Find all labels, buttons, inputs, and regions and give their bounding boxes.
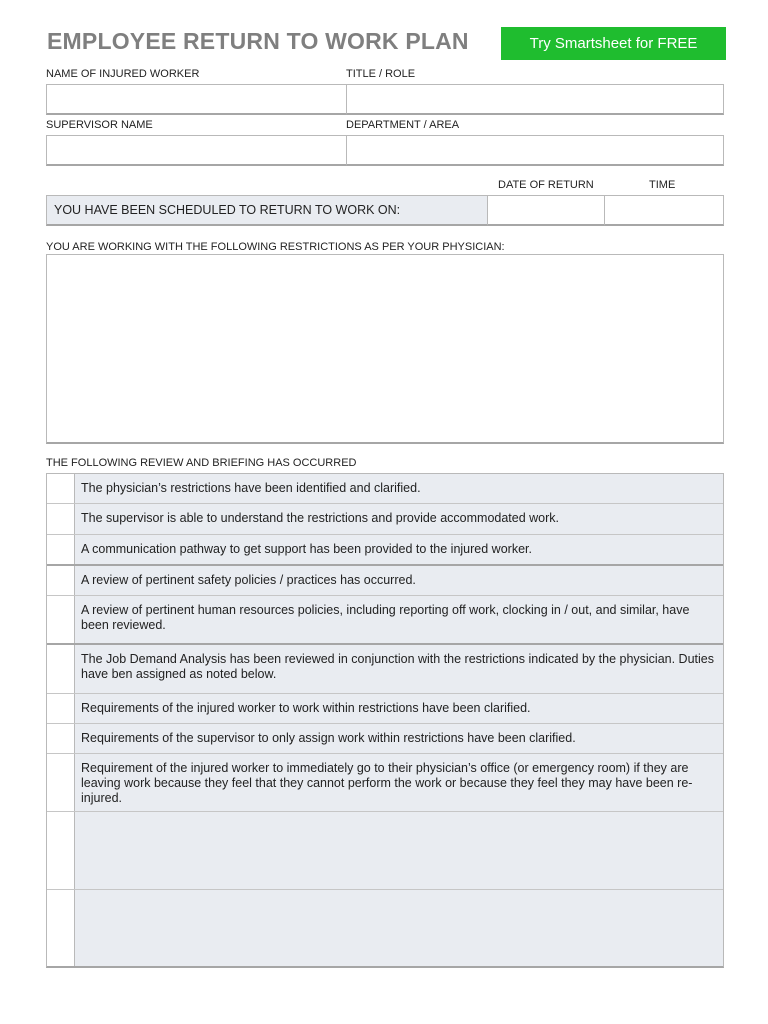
department-field[interactable] xyxy=(346,135,724,166)
checklist-item-text[interactable] xyxy=(75,890,723,966)
scheduled-return-text: YOU HAVE BEEN SCHEDULED TO RETURN TO WORK ON: xyxy=(54,203,401,217)
checklist-row xyxy=(47,504,723,535)
supervisor-field[interactable] xyxy=(46,135,347,166)
checklist-item-text: Requirements of the injured worker to work within restrictions have been clarified. xyxy=(75,694,723,723)
checklist-item-text[interactable] xyxy=(75,812,723,889)
checklist-checkbox[interactable] xyxy=(47,724,75,753)
checklist-checkbox[interactable] xyxy=(47,474,75,503)
checklist-row xyxy=(47,754,723,812)
checklist-checkbox[interactable] xyxy=(47,754,75,811)
title-role-label: TITLE / ROLE xyxy=(346,68,416,80)
checklist-row xyxy=(47,596,723,645)
checklist-row xyxy=(47,694,723,724)
supervisor-label: SUPERVISOR NAME xyxy=(46,119,153,131)
checklist-item-text: Requirements of the supervisor to only assign work within restrictions have been clarified. xyxy=(75,724,723,753)
checklist-item-text: A review of pertinent human resources policies, including reporting off work, clocking in / out, and similar, have been reviewed. xyxy=(75,596,723,643)
checklist-checkbox[interactable] xyxy=(47,596,75,643)
time-label: TIME xyxy=(649,179,676,191)
checklist-checkbox[interactable] xyxy=(47,694,75,723)
checklist-row xyxy=(47,724,723,754)
checklist-row xyxy=(47,474,723,504)
checklist-row xyxy=(47,812,723,890)
checklist-item-text: The Job Demand Analysis has been reviewed in conjunction with the restrictions indicated by the physician. Duties have ben assigned as noted below. xyxy=(75,645,723,693)
restrictions-label: YOU ARE WORKING WITH THE FOLLOWING RESTRICTIONS AS PER YOUR PHYSICIAN: xyxy=(46,241,505,253)
try-smartsheet-button[interactable]: Try Smartsheet for FREE xyxy=(501,27,726,60)
date-of-return-label: DATE OF RETURN xyxy=(498,179,594,191)
injured-worker-field[interactable] xyxy=(46,84,347,115)
scheduled-return-cell xyxy=(46,195,488,226)
checklist-checkbox[interactable] xyxy=(47,504,75,534)
checklist-checkbox[interactable] xyxy=(47,566,75,595)
checklist-row xyxy=(47,890,723,966)
department-label: DEPARTMENT / AREA xyxy=(346,119,460,131)
checklist-item-text: The supervisor is able to understand the restrictions and provide accommodated work. xyxy=(75,504,723,534)
checklist-item-text: A communication pathway to get support has been provided to the injured worker. xyxy=(75,535,723,564)
injured-worker-label: NAME OF INJURED WORKER xyxy=(46,68,200,80)
checklist-item-text: Requirement of the injured worker to immediately go to their physician’s office (or emergency room) if they are leaving work because they feel that they cannot perform the work or because they feel they may have been re-injured. xyxy=(75,754,723,811)
checklist-item-text: The physician’s restrictions have been identified and clarified. xyxy=(75,474,723,503)
checklist-row xyxy=(47,645,723,694)
checklist-item-text: A review of pertinent safety policies / practices has occurred. xyxy=(75,566,723,595)
checklist-checkbox[interactable] xyxy=(47,890,75,966)
restrictions-field[interactable] xyxy=(46,254,724,444)
time-field[interactable] xyxy=(604,195,724,226)
checklist-checkbox[interactable] xyxy=(47,535,75,564)
checklist-checkbox[interactable] xyxy=(47,812,75,889)
title-role-field[interactable] xyxy=(346,84,724,115)
review-label: THE FOLLOWING REVIEW AND BRIEFING HAS OCCURRED xyxy=(46,457,357,469)
review-checklist xyxy=(46,473,724,968)
checklist-checkbox[interactable] xyxy=(47,645,75,693)
checklist-row xyxy=(47,566,723,596)
date-of-return-field[interactable] xyxy=(487,195,605,226)
checklist-row xyxy=(47,535,723,566)
page-title: EMPLOYEE RETURN TO WORK PLAN xyxy=(47,28,469,54)
